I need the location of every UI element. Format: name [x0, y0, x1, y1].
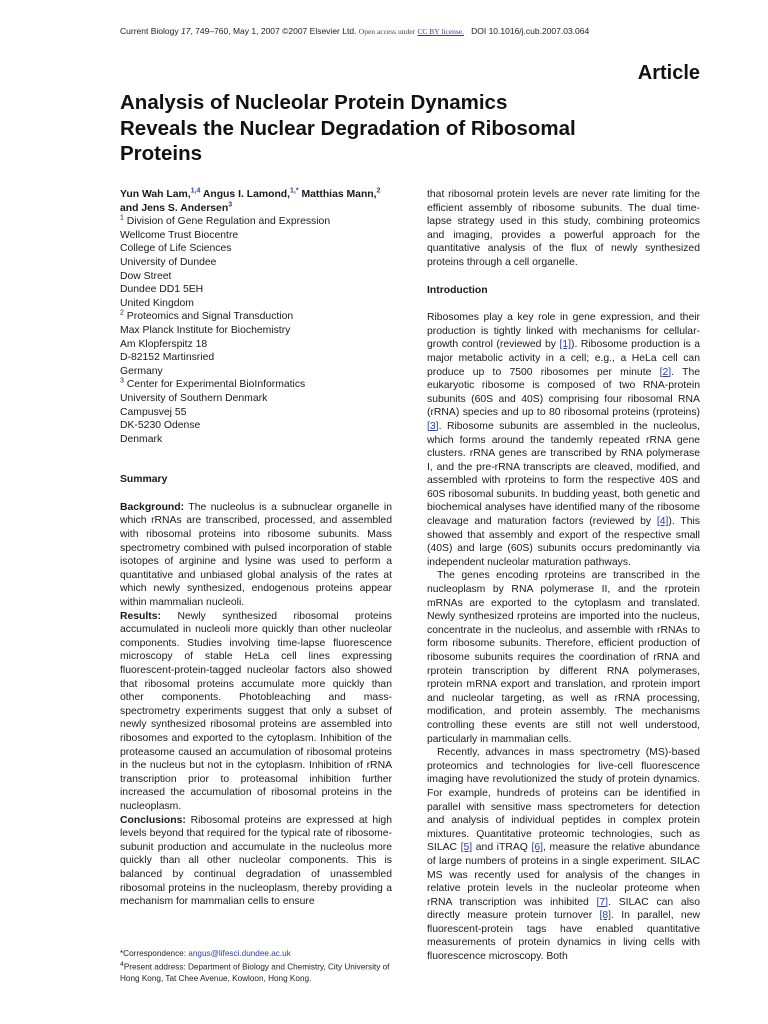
- affiliation-line: Max Planck Institute for Biochemistry: [120, 324, 291, 336]
- author-2-affil[interactable]: 1,*: [290, 187, 299, 195]
- article-title: Analysis of Nucleolar Protein Dynamics Reveals the Nuclear Degradation of Ribosomal Proteins: [120, 91, 576, 165]
- text-run: Ribosomes play a key role in gene expression, and their production is tightly linked with mechanisms for cellular-growth control (reviewed by: [427, 312, 700, 351]
- article-type-label: Article: [637, 62, 700, 84]
- affiliation-line: Dundee DD1 5EH: [120, 284, 204, 296]
- background-text: The nucleolus is a subnuclear organelle in which rRNAs are transcribed, processed, and assembled with ribosomal proteins into ribosome subunits. Mass spectrometry combined with pulsed incorporation of stable isotopes of arginine and lysine was used to perform a quantitative and unbiased global analysis of the rates at which newly synthesized, endogenous proteins appear within mammalian nucleoli.: [120, 501, 392, 609]
- journal-volume: 17: [180, 26, 191, 36]
- citation-link[interactable]: [3]: [427, 420, 439, 432]
- running-header: [120, 26, 589, 36]
- results-text: Newly synthesized ribosomal proteins accumulated in nucleoli more quickly than other nucleolar components. Studies involving time-lapse fluorescence microscopy of stable HeLa cell lines expressing fluorescent-protein-tagged nucleolar factors also showed that ribosomal proteins accumulate more quickly than other components. Photobleaching and mass-spectrometry experiments suggest that only a subset of newly synthesized ribosomal proteins are assembled into ribosomes and exported to the cytoplasm. Inhibition of the proteasome caused an accumulation of ribosomal proteins in the nucleus but not in the cytoplasm. Inhibition of rRNA transcription prior to proteasomal inhibition further increased the accumulation of ribosomal proteins in the nucleoplasm.: [120, 610, 392, 812]
- affiliation-line: Am Klopferspitz 18: [120, 338, 208, 350]
- affiliation-line: Campusvej 55: [120, 406, 187, 418]
- affiliation-number: 1: [120, 214, 124, 222]
- left-column: [120, 188, 392, 909]
- correspondence-note: [120, 948, 395, 959]
- text-run: , measure the relative abundance of large numbers of proteins in a single experiment. SILAC MS was recently used for analysis of the changes in relative protein levels in the nucleolar proteome when rRNA transcription was inhibited: [427, 842, 700, 908]
- author-3-affil[interactable]: 2: [376, 187, 381, 195]
- summary-conclusions: [120, 814, 392, 909]
- right-column: [427, 188, 700, 964]
- author-1: Yun Wah Lam,: [120, 189, 191, 200]
- affiliation-text: Division of Gene Regulation and Expression: [126, 216, 331, 228]
- footnote-number: 4: [120, 961, 124, 968]
- summary-results: [120, 610, 392, 814]
- affiliation-line: [120, 378, 392, 392]
- affiliation-line: [120, 310, 392, 324]
- author-list: [120, 188, 392, 215]
- conclusions-label: Conclusions:: [120, 814, 186, 826]
- license-link[interactable]: CC BY license.: [417, 27, 464, 36]
- text-run: . SILAC can also directly measure protein turnover: [427, 896, 700, 922]
- affiliation-line: D-82152 Martinsried: [120, 352, 215, 364]
- intro-paragraph-2: The genes encoding rproteins are transcribed in the nucleoplasm by RNA polymerase II, and the rprotein mRNAs are exported to the cytoplasm and translated. Newly synthesized rproteins are imported into the nucleus, concentrate in the nucleolus, and assemble with rRNAs to form ribosome subunits. Therefore, efficient production of ribosome subunits requires the coordination of rRNA and rprotein transcription by different RNA polymerases, rprotein mRNA export and translation, and rprotein import and nucleolar targeting, as well as rRNA processing, modification, and protein assembly. The mechanisms controlling these events are still not well understood, particularly in mammalian cells.: [427, 570, 700, 745]
- affiliation-line: University of Dundee: [120, 256, 217, 268]
- citation-link[interactable]: [8]: [599, 910, 612, 922]
- affiliation-line: College of Life Sciences: [120, 243, 232, 255]
- background-label: Background:: [120, 501, 185, 513]
- correspondence-email[interactable]: angus@lifesci.dundee.ac.uk: [188, 949, 291, 958]
- text-run: ). This showed that assembly and export of the respective small (40S) and large (60S) subunits occurs predominantly via independent nucleolar maturation pathways.: [427, 516, 700, 568]
- correspondence-label: *Correspondence:: [120, 949, 189, 958]
- text-run: and iTRAQ: [472, 842, 532, 854]
- author-2: Angus I. Lamond,: [200, 189, 291, 200]
- journal-name: Current Biology: [120, 26, 179, 36]
- affiliation-line: Germany: [120, 365, 163, 377]
- text-run: . The eukaryotic ribosome is composed of two RNA-protein subunits (60S and 40S) comprising four ribosomal RNA (rRNA) species and up to 80 ribosomal proteins (rproteins): [427, 366, 701, 419]
- present-address-note: [120, 959, 395, 984]
- intro-paragraph-1: [427, 311, 700, 569]
- present-address-text: Present address: Department of Biology and Chemistry, City University of Hong Kong, Tat Chee Avenue, Kowloon, Hong Kong.: [120, 962, 390, 983]
- summary-heading: Summary: [120, 474, 168, 486]
- affiliation-line: Denmark: [120, 433, 163, 445]
- affiliation-line: Wellcome Trust Biocentre: [120, 229, 239, 241]
- doi: DOI 10.1016/j.cub.2007.03.064: [471, 26, 590, 36]
- summary-background: [120, 501, 392, 610]
- introduction-heading: Introduction: [427, 284, 488, 296]
- open-access-note: Open access under: [358, 27, 416, 36]
- citation-link[interactable]: [7]: [596, 896, 609, 908]
- citation-link[interactable]: [4]: [656, 516, 669, 528]
- affiliation-line: Dow Street: [120, 270, 172, 282]
- citation-link[interactable]: [2]: [659, 366, 672, 378]
- summary-continued: that ribosomal protein levels are never rate limiting for the efficient assembly of ribosome subunits. The dual time-lapse strategy used in this study, combining proteomics and imaging, provides a powerful approach for the quantitative analysis of the flux of newly synthesized proteins through a cell organelle.: [427, 189, 700, 268]
- affiliation-number: 3: [120, 377, 124, 385]
- author-1-affil[interactable]: 1,4: [190, 187, 201, 195]
- results-label: Results:: [120, 610, 161, 622]
- text-run: . Ribosome subunits are assembled in the nucleolus, which forms around the tandemly repeated rRNA gene clusters. rRNA genes are transcribed by RNA polymerase I, and the pre-rRNA transcripts are cleaved, modified, and assembled with rproteins to form the respective 40S and 60S ribosomal subunits. In budding yeast, both genetic and biochemical analyses have identified many of the ribosome cleavage and maturation factors (reviewed by: [427, 420, 700, 528]
- author-3: Matthias Mann,: [298, 189, 377, 200]
- text-run: . In parallel, new fluorescent-protein tags have enabled quantitative measurements of protein dynamics in living cells with fluorescence microscopy. Both: [427, 910, 700, 963]
- text-run: ). Ribosome production is a major metabolic activity in a cell; e.g., a HeLa cell can produce up to 7500 ribosomes per minute: [427, 339, 700, 378]
- citation-link[interactable]: [6]: [531, 842, 543, 854]
- citation-link[interactable]: [1]: [559, 339, 572, 351]
- author-4: and Jens S. Andersen: [120, 202, 229, 214]
- affiliation-line: University of Southern Denmark: [120, 392, 268, 404]
- affiliation-text: Center for Experimental BioInformatics: [126, 379, 306, 391]
- affiliation-line: United Kingdom: [120, 297, 194, 309]
- affiliation-line: [120, 215, 392, 229]
- intro-paragraph-3: [427, 746, 700, 964]
- affiliation-text: Proteomics and Signal Transduction: [126, 311, 294, 323]
- author-4-affil[interactable]: 3: [228, 201, 233, 209]
- affiliation-number: 2: [120, 309, 124, 317]
- footnotes: [120, 948, 395, 984]
- text-run: Recently, advances in mass spectrometry (MS)-based proteomics and technologies for live-cell fluorescence imaging have revolutionized the study of protein dynamics. For example, hundreds of proteins can be identified in parallel with sensitive mass spectrometers for detection and analysis of individual peptides in complex protein mixtures. Quantitative proteomic technologies, such as SILAC: [427, 747, 700, 854]
- conclusions-text: Ribosomal proteins are expressed at high levels beyond that required for the typical rate of ribosome-subunit production and accumulate in the nucleolus more quickly than all other nucleolar components. This is balanced by continual degradation of unassembled ribosomal proteins in the nucleoplasm, thereby providing a mechanism for mammalian cells to ensure: [120, 814, 392, 908]
- citation-link[interactable]: [5]: [460, 842, 473, 854]
- pages-date: , 749–760, May 1, 2007 ©2007 Elsevier Ltd.: [190, 26, 357, 36]
- affiliations: [120, 215, 392, 446]
- affiliation-line: DK-5230 Odense: [120, 420, 201, 432]
